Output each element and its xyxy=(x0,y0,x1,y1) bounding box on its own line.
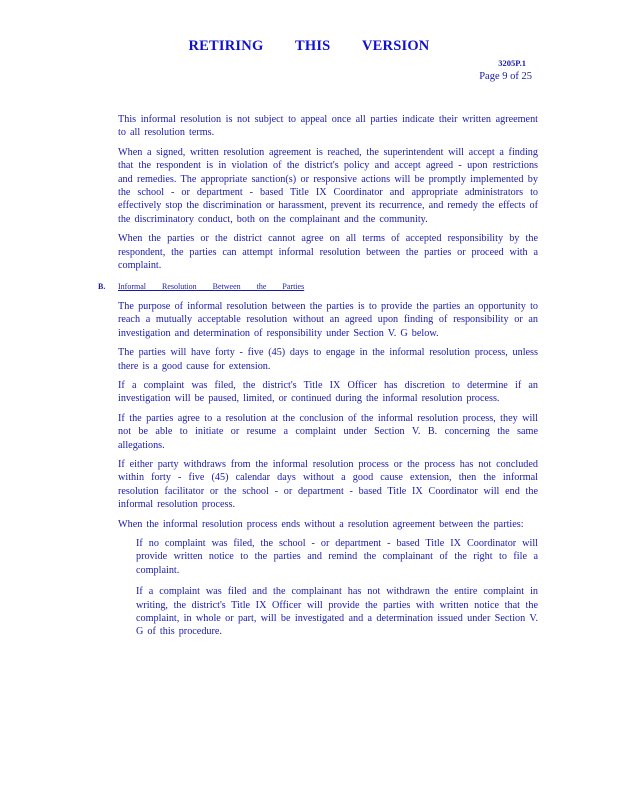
bullet-text: If a complaint was filed and the complainant has not withdrawn the entire complaint in writing, the district's Title IX Officer will provide the parties with written notice that the complaint, in whole or part, will be investigated and a determination issued under Section V. G of this procedure. xyxy=(136,586,538,638)
document-body xyxy=(98,113,538,647)
bullet-text: If no complaint was filed, the school - or department - based Title IX Coordinator will provide written notice to the parties and remind the complainant of the right to file a complaint. xyxy=(136,537,538,576)
section-letter: B. xyxy=(98,282,106,292)
section-paragraph: If the parties agree to a resolution at the conclusion of the informal resolution process, they will not be able to initiate or resume a complaint under Section V. B. concerning the same allegations. xyxy=(118,412,538,451)
section-paragraph: When the informal resolution process ends without a resolution agreement between the parties: xyxy=(118,518,524,530)
bullet-item xyxy=(118,537,538,577)
section-heading xyxy=(98,280,538,293)
retiring-banner: RETIRING THIS VERSION xyxy=(188,38,430,54)
section-paragraph: If either party withdraws from the informal resolution process or the process has not concluded within forty - five (45) calendar days without a good cause extension, then the informal resolution facilitator or the school - or department - based Title IX Coordinator will end the informal resolution process. xyxy=(118,458,538,511)
page-number: Page 9 of 25 xyxy=(479,71,532,82)
intro-paragraph: When a signed, written resolution agreement is reached, the superintendent will accept a finding that the respondent is in violation of the district's policy and accept agreed - upon restrictions and remedies. The appropriate sanction(s) or responsive actions will be promptly implemented by the school - or department - based Title IX Coordinator and appropriate administrators to effectively stop the discrimination or harassment, prevent its recurrence, and remedy the effects of the discriminatory conduct, both on the complainant and the community. xyxy=(118,146,538,225)
section-paragraph: The parties will have forty - five (45) days to engage in the informal resolution process, unless there is a good cause for extension. xyxy=(118,347,538,372)
bullet-item xyxy=(118,585,538,639)
intro-paragraph: When the parties or the district cannot agree on all terms of accepted responsibility by the respondent, the parties can attempt informal resolution between the parties or proceed with a complaint. xyxy=(118,233,538,272)
section-paragraph: If a complaint was filed, the district's Title IX Officer has discretion to determine if an investigation will be paused, limited, or continued during the informal resolution process. xyxy=(118,379,538,405)
intro-paragraph: This informal resolution is not subject to appeal once all parties indicate their written agreement to all resolution terms. xyxy=(118,114,538,139)
section-title: Informal Resolution Between the Parties xyxy=(118,282,305,292)
section-paragraph: The purpose of informal resolution between the parties is to provide the parties an opportunity to reach a mutually acceptable resolution without an agreed upon finding of responsibility or an investigation and determination of responsibility under Section V. G below. xyxy=(118,300,538,339)
procedure-code: 3205P.1 xyxy=(498,58,526,68)
